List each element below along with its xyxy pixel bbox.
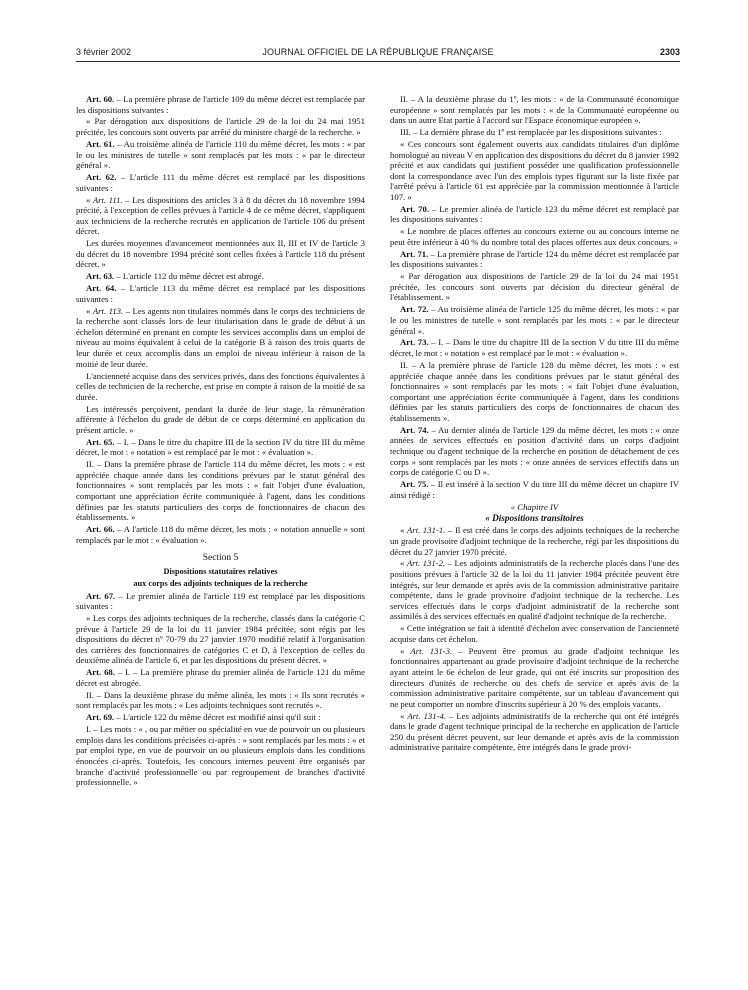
quoted-article-paragraph: « Art. 131-3. – Peuvent être promus au grade d'adjoint technique les fonctionnaires appartenant au grade provisoire d'adjoint technique de la recherche ayant atteint le 6e échelon de leur grade, qui ont été inscrits sur proposition des directeurs d'unités de recherche ou des chefs de service et après avis de la commission administrative paritaire compétente, sur un tableau d'avancement qui ne peut comporter un nombre d'inscrits supérieur à 20 % des emplois vacants. xyxy=(390,645,679,709)
article-label: Art. 63. xyxy=(86,271,115,282)
quoted-article-label: Art. 131-1. xyxy=(407,525,446,536)
article-paragraph: Art. 74. – Au dernier alinéa de l'article 129 du même décret, les mots : « onze années de services effectués en position d'activité dans un corps d'adjoint technique ou d'agent technique de la recherche en position de détachement de ces corps » sont remplacés par les mots : « onze années de services effectifs dans un corps de catégorie C ou D ». xyxy=(390,424,679,478)
article-label: Art. 66. xyxy=(86,524,115,535)
article-paragraph: Art. 70. – Le premier alinéa de l'article 123 du même décret est remplacé par les dispositions suivantes : xyxy=(390,203,679,225)
paragraph: « Le nombre de places offertes au concours externe ou au concours interne ne peut être inférieur à 40 % du nombre total des places offertes aux deux concours. » xyxy=(390,226,679,247)
quoted-article-paragraph: « Art. 131-4. – Les adjoints administratifs de la recherche qui ont été intégrés dans le grade d'agent technique principal de la recherche en application de l'article 250 du présent décret peuvent, sur leur demande et après avis de la commission administrative paritaire compétente, être intégrés dans le grade provi- xyxy=(390,710,679,753)
article-paragraph: Art. 66. – A l'article 118 du même décret, les mots : « notation annuelle » sont remplacés par le mot : « évaluation ». xyxy=(76,524,365,545)
paragraph: II. – Dans la deuxième phrase du même alinéa, les mots : « Ils sont recrutés » sont remplacés par les mots : « Les adjoints techniques sont recrutés ». xyxy=(76,689,365,711)
quoted-article-label: Art. 131-3. xyxy=(410,645,453,656)
chapter-heading: « Dispositions transitoires xyxy=(485,513,584,524)
article-label: Art. 67. xyxy=(86,590,116,601)
paragraph: II. – A la première phrase de l'article 128 du même décret, les mots : « est appréciée chaque année dans les conditions prévues par le statut général des fonctionnaires » sont remplacés par les mots : « fait l'objet d'une évaluation, comportant une appréciation écrite communiquée à l'agent, dans les conditions définies par les statuts particuliers des corps de fonctionnaires de chacun des établissements ». xyxy=(390,359,679,423)
quoted-article-paragraph: « Art. 111. – Les dispositions des articles 3 à 8 du décret du 18 novembre 1994 précité, à l'exception de celles prévues à l'article 4 de ce même décret, s'appliquent aux techniciens de la recherche recrutés en application de l'article 106 du présent décret. xyxy=(76,194,365,237)
paragraph: II. – Dans la première phrase de l'article 114 du même décret, les mots : « est appréciée chaque année dans les conditions prévues par le statut général des fonctionnaires » sont remplacés par les mots : « fait l'objet d'une évaluation, comportant une appréciation écrite communiquée à l'agent, dans les conditions définies par les statuts particuliers des corps de fonctionnaires de chacun des établissements. » xyxy=(76,459,365,523)
section-heading: aux corps des adjoints techniques de la recherche xyxy=(133,578,308,588)
article-paragraph: Art. 61. – Au troisième alinéa de l'article 110 du même décret, les mots : « par le ou les ministres de tutelle » sont remplacés par les mots : « par le directeur général ». xyxy=(76,138,365,171)
article-label: Art. 69. xyxy=(86,712,115,723)
article-paragraph: Art. 67. – Le premier alinéa de l'article 119 est remplacé par les dispositions suivantes : xyxy=(76,590,365,612)
paragraph: « Par dérogation aux dispositions de l'article 29 de la loi du 24 mai 1951 précitée, les concours sont ouverts par décision du directeur général de l'établissement. » xyxy=(390,271,679,303)
page-header xyxy=(76,47,680,61)
paragraph: II. – A la deuxième phrase du 1º, les mots : « de la Communauté économique européenne » sont remplacés par les mots : « de la Communauté européenne ou dans un autre Etat partie à l'accord sur l'Espace économique européen ». xyxy=(390,94,679,126)
article-paragraph: Art. 69. – L'article 122 du même décret est modifié ainsi qu'il suit : xyxy=(86,712,321,723)
page-number: 2303 xyxy=(659,47,680,57)
paragraph: « Par dérogation aux dispositions de l'article 29 de la loi du 24 mai 1951 précitée, les concours sont ouverts par arrêté du ministre chargé de la recherche. » xyxy=(76,116,365,138)
article-label: Art. 75. xyxy=(400,479,429,490)
header-date: 3 février 2002 xyxy=(76,47,132,57)
article-paragraph: Art. 73. – I. – Dans le titre du chapitre III de la section V du titre III du même décret, le mot : « notation » est remplacé par le mot : « évaluation ». xyxy=(390,337,679,359)
article-label: Art. 71. xyxy=(400,248,429,259)
paragraph: « Cette intégration se fait à identité d'échelon avec conservation de l'ancienneté acquise dans cet échelon. xyxy=(390,623,679,644)
quoted-article-paragraph: « Art. 113. – Les agents non titulaires nommés dans le corps des techniciens de la recherche sont classés lors de leur titularisation dans le grade de début à un échelon déterminé en prenant en compte les services accomplis dans un emploi de niveau au moins équivalent à celui de la catégorie B à raison des trois quarts de leur durée et ceux accomplis dans un emploi de niveau inférieur à raison de la moitié de leur durée. xyxy=(76,305,365,369)
article-paragraph: Art. 72. – Au troisième alinéa de l'article 125 du même décret, les mots : « par le ou les ministres de tutelle » sont remplacés par les mots : « par le directeur général ». xyxy=(390,304,679,336)
article-label: Art. 72. xyxy=(400,304,429,315)
article-label: Art. 64. xyxy=(86,283,117,294)
article-paragraph: Art. 63. – L'article 112 du même décret est abrogé. xyxy=(86,271,264,282)
paragraph: Les intéressés perçoivent, pendant la durée de leur stage, la rémunération afférente à l'échelon du grade de début de ce corps déterminé en application du présent article. » xyxy=(76,403,365,435)
paragraph: I. – Les mots : « , ou par métier ou spécialité en vue de pourvoir un ou plusieurs emplois dans les conditions précisées ci-après : » sont remplacés par les mots : « et par emploi type, en vue de pourvoir un ou plusieurs emplois dans les conditions énoncées ci-après. Toutefois, les concours internes peuvent être organisés par branche d'activité professionnelle ou par regroupement de branches d'activité professionnelle. » xyxy=(76,724,365,788)
paragraph: « Les corps des adjoints techniques de la recherche, classés dans la catégorie C prévue à l'article 29 de la loi du 11 janvier 1984 précitée, sont régis par les dispositions du décret nº 70-79 du 27 janvier 1970 modifié relatif à l'organisation des carrières des fonctionnaires de catégories C et D, à l'exception de celles du deuxième alinéa de l'article 6, et par les dispositions du présent décret. » xyxy=(76,613,365,666)
quoted-article-label: Art. 113. xyxy=(92,305,124,316)
quoted-article-label: Art. 111. xyxy=(92,194,123,205)
header-title: JOURNAL OFFICIEL DE LA RÉPUBLIQUE FRANÇAISE xyxy=(262,47,494,57)
article-paragraph: Art. 68. – I. – La première phrase du premier alinéa de l'article 121 du même décret est abrogée. xyxy=(76,667,365,688)
paragraph: L'ancienneté acquise dans des services privés, dans des fonctions équivalentes à celles de technicien de la recherche, est prise en compte à raison de la moitié de sa durée. xyxy=(76,370,365,402)
article-paragraph: Art. 65. – I. – Dans le titre du chapitre III de la section IV du titre III du même décret, le mot : « notation » est remplacé par le mot : « évaluation ». xyxy=(76,436,365,458)
article-paragraph: Art. 71. – La première phrase de l'article 124 du même décret est remplacée par les dispositions suivantes : xyxy=(390,248,679,270)
quoted-article-paragraph: « Art. 131-2. – Les adjoints administratifs de la recherche placés dans l'une des positions prévues à l'article 32 de la loi du 11 janvier 1984 précitée peuvent être intégrés, sur leur demande et après avis de la commission administrative paritaire compétente, dans le grade provisoire d'adjoint technique de la recherche. Les services effectués dans le corps d'adjoint administratif de la recherche sont assimilés à des services effectués en qualité d'adjoint technique de la recherche. xyxy=(390,558,680,622)
paragraph: Les durées moyennes d'avancement mentionnées aux II, III et IV de l'article 3 du décret du 18 novembre 1994 précité sont celles fixées à l'article 118 du présent décret. » xyxy=(76,238,365,270)
article-label: Art. 62. xyxy=(86,172,117,183)
right-column xyxy=(390,94,679,754)
quoted-article-label: Art. 131-4. xyxy=(407,710,447,721)
article-label: Art. 68. xyxy=(86,667,115,678)
article-paragraph: Art. 75. – Il est inséré à la section V du titre III du même décret un chapitre IV ainsi rédigé : xyxy=(390,479,679,500)
paragraph: « Ces concours sont également ouverts aux candidats titulaires d'un diplôme homologué au niveau V en application des dispositions du décret du 8 janvier 1992 précité et aux candidats qui justifient posséder une qualification professionnelle dont la correspondance avec l'un des emplois types figurant sur la liste fixée par l'arrêté prévu à l'article 61 est appréciée par la commission mentionnée à l'article 107. » xyxy=(390,138,679,202)
section-heading: Dispositions statutaires relatives xyxy=(163,566,278,576)
article-paragraph: Art. 60. – La première phrase de l'article 109 du même décret est remplacée par les dispositions suivantes : xyxy=(76,94,365,115)
article-label: Art. 70. xyxy=(400,203,429,214)
section-title: Section 5 xyxy=(202,553,239,564)
header-rule xyxy=(76,61,680,62)
article-label: Art. 73. xyxy=(400,337,429,348)
article-paragraph: Art. 62. – L'article 111 du même décret est remplacé par les dispositions suivantes : xyxy=(76,172,365,193)
quoted-article-label: Art. 131-2. xyxy=(406,558,446,569)
article-label: Art. 74. xyxy=(400,424,429,435)
chapter-title: « Chapitre IV xyxy=(510,501,559,512)
article-label: Art. 61. xyxy=(86,138,115,149)
article-paragraph: Art. 64. – L'article 113 du même décret est remplacé par les dispositions suivantes : xyxy=(76,283,366,304)
article-label: Art. 65. xyxy=(86,436,115,447)
left-column xyxy=(76,94,365,789)
article-label: Art. 60. xyxy=(86,94,115,104)
paragraph: III. – La dernière phrase du 1º est remplacée par les dispositions suivantes : xyxy=(400,127,662,138)
quoted-article-paragraph: « Art. 131-1. – Il est créé dans le corps des adjoints techniques de la recherche un grade provisoire d'adjoint technique de la recherche, régi par les dispositions du décret du 27 janvier 1970 précité. xyxy=(390,525,679,557)
